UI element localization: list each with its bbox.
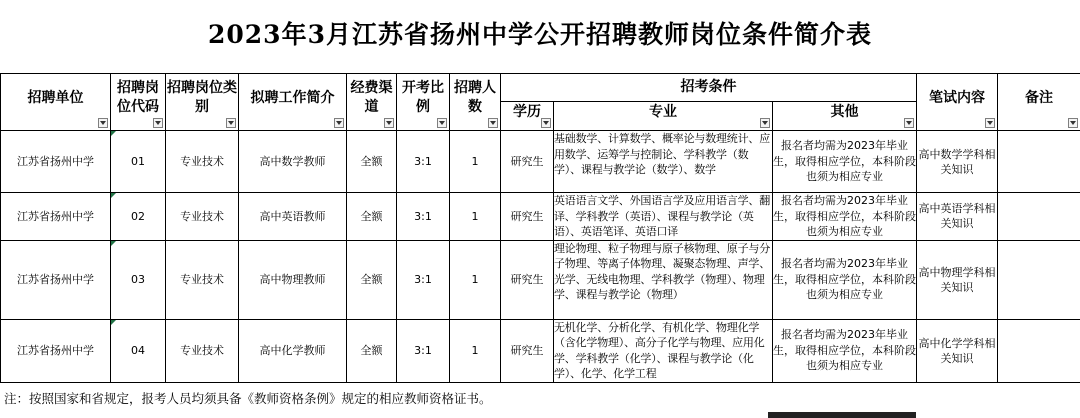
page-title: 2023年3月江苏省扬州中学公开招聘教师岗位条件简介表 [208, 20, 872, 49]
filter-dropdown-icon[interactable] [1068, 118, 1078, 128]
filter-dropdown-icon[interactable] [760, 118, 770, 128]
positions-table [0, 73, 1080, 383]
cell-remark[interactable] [998, 193, 1080, 241]
cell-code[interactable]: 03 [111, 240, 166, 319]
cell-other[interactable]: 报名者均需为2023年毕业生，取得相应学位，本科阶段也须为相应专业 [773, 319, 917, 382]
cell-count[interactable]: 1 [450, 240, 501, 319]
cell-major[interactable]: 理论物理、粒子物理与原子核物理、原子与分子物理、等离子体物理、凝聚态物理、声学、光学、无线电物理、学科教学（物理）、物理学、课程与教学论（物理） [554, 240, 773, 319]
cell-unit[interactable]: 江苏省扬州中学 [1, 240, 111, 319]
cell-education[interactable]: 研究生 [501, 193, 554, 241]
cell-education[interactable]: 研究生 [501, 240, 554, 319]
cell-other[interactable]: 报名者均需为2023年毕业生，取得相应学位，本科阶段也须为相应专业 [773, 240, 917, 319]
header-ratio: 开考比例 [397, 74, 450, 131]
header-remark: 备注 [998, 74, 1080, 131]
cell-funding[interactable]: 全额 [347, 131, 397, 193]
cell-funding[interactable]: 全额 [347, 193, 397, 241]
filter-dropdown-icon[interactable] [384, 118, 394, 128]
cell-category[interactable]: 专业技术 [166, 319, 239, 382]
cell-major[interactable]: 英语语言文学、外国语言学及应用语言学、翻译、学科教学（英语）、课程与教学论（英语）、英语笔译、英语口译 [554, 193, 773, 241]
table-row [1, 193, 1080, 241]
cell-exam[interactable]: 高中化学学科相关知识 [917, 319, 998, 382]
filter-dropdown-icon[interactable] [488, 118, 498, 128]
toolbar-edge [768, 412, 916, 418]
cell-intro[interactable]: 高中物理教师 [239, 240, 347, 319]
cell-code[interactable]: 01 [111, 131, 166, 193]
header-category: 招聘岗位类别 [166, 74, 239, 131]
cell-remark[interactable] [998, 319, 1080, 382]
filter-dropdown-icon[interactable] [904, 118, 914, 128]
cell-exam[interactable]: 高中英语学科相关知识 [917, 193, 998, 241]
cell-exam[interactable]: 高中数学学科相关知识 [917, 131, 998, 193]
header-other: 其他 [773, 102, 917, 131]
cell-other[interactable]: 报名者均需为2023年毕业生，取得相应学位，本科阶段也须为相应专业 [773, 194, 916, 238]
comment-marker-icon [111, 131, 116, 136]
header-exam: 笔试内容 [917, 74, 998, 131]
cell-education[interactable]: 研究生 [501, 319, 554, 382]
cell-remark[interactable] [998, 240, 1080, 319]
cell-ratio[interactable]: 3:1 [397, 319, 450, 382]
comment-marker-icon [111, 193, 116, 198]
filter-dropdown-icon[interactable] [437, 118, 447, 128]
footnote: 注：按照国家和省规定，报考人员均须具备《教师资格条例》规定的相应教师资格证书。 [4, 391, 492, 406]
filter-dropdown-icon[interactable] [153, 118, 163, 128]
cell-funding[interactable]: 全额 [347, 319, 397, 382]
header-funding: 经费渠道 [347, 74, 397, 131]
filter-dropdown-icon[interactable] [226, 118, 236, 128]
cell-count[interactable]: 1 [450, 193, 501, 241]
cell-remark[interactable] [998, 131, 1080, 193]
cell-code[interactable]: 02 [111, 193, 166, 241]
comment-marker-icon [111, 320, 116, 325]
filter-dropdown-icon[interactable] [98, 118, 108, 128]
cell-code[interactable]: 04 [111, 319, 166, 382]
cell-category[interactable]: 专业技术 [166, 193, 239, 241]
cell-intro[interactable]: 高中英语教师 [239, 193, 347, 241]
header-count: 招聘人数 [450, 74, 501, 131]
header-intro: 拟聘工作简介 [239, 74, 347, 131]
table-row [1, 131, 1080, 193]
cell-ratio[interactable]: 3:1 [397, 240, 450, 319]
cell-unit[interactable]: 江苏省扬州中学 [1, 131, 111, 193]
cell-other[interactable]: 报名者均需为2023年毕业生，取得相应学位，本科阶段也须为相应专业 [773, 131, 917, 193]
filter-dropdown-icon[interactable] [985, 118, 995, 128]
header-code: 招聘岗位代码 [111, 74, 166, 131]
table-row [1, 240, 1080, 319]
filter-dropdown-icon[interactable] [334, 118, 344, 128]
header-conditions: 招考条件 [501, 74, 917, 102]
cell-education[interactable]: 研究生 [501, 131, 554, 193]
cell-category[interactable]: 专业技术 [166, 131, 239, 193]
header-education: 学历 [501, 102, 554, 131]
cell-ratio[interactable]: 3:1 [397, 131, 450, 193]
cell-count[interactable]: 1 [450, 131, 501, 193]
cell-intro[interactable]: 高中数学教师 [239, 131, 347, 193]
cell-ratio[interactable]: 3:1 [397, 193, 450, 241]
filter-dropdown-icon[interactable] [541, 118, 551, 128]
cell-count[interactable]: 1 [450, 319, 501, 382]
cell-major[interactable]: 无机化学、分析化学、有机化学、物理化学（含化学物理）、高分子化学与物理、应用化学、学科教学（化学）、课程与教学论（化学）、化学、化学工程 [554, 319, 773, 382]
comment-marker-icon [111, 241, 116, 246]
cell-major[interactable]: 基础数学、计算数学、概率论与数理统计、应用数学、运筹学与控制论、学科教学（数学）、课程与教学论（数学）、数学 [554, 131, 773, 193]
header-unit: 招聘单位 [1, 74, 111, 131]
header-major: 专业 [554, 102, 773, 131]
cell-unit[interactable]: 江苏省扬州中学 [1, 319, 111, 382]
table-row [1, 319, 1080, 382]
cell-funding[interactable]: 全额 [347, 240, 397, 319]
cell-unit[interactable]: 江苏省扬州中学 [1, 193, 111, 241]
cell-category[interactable]: 专业技术 [166, 240, 239, 319]
cell-exam[interactable]: 高中物理学科相关知识 [917, 240, 998, 319]
cell-intro[interactable]: 高中化学教师 [239, 319, 347, 382]
